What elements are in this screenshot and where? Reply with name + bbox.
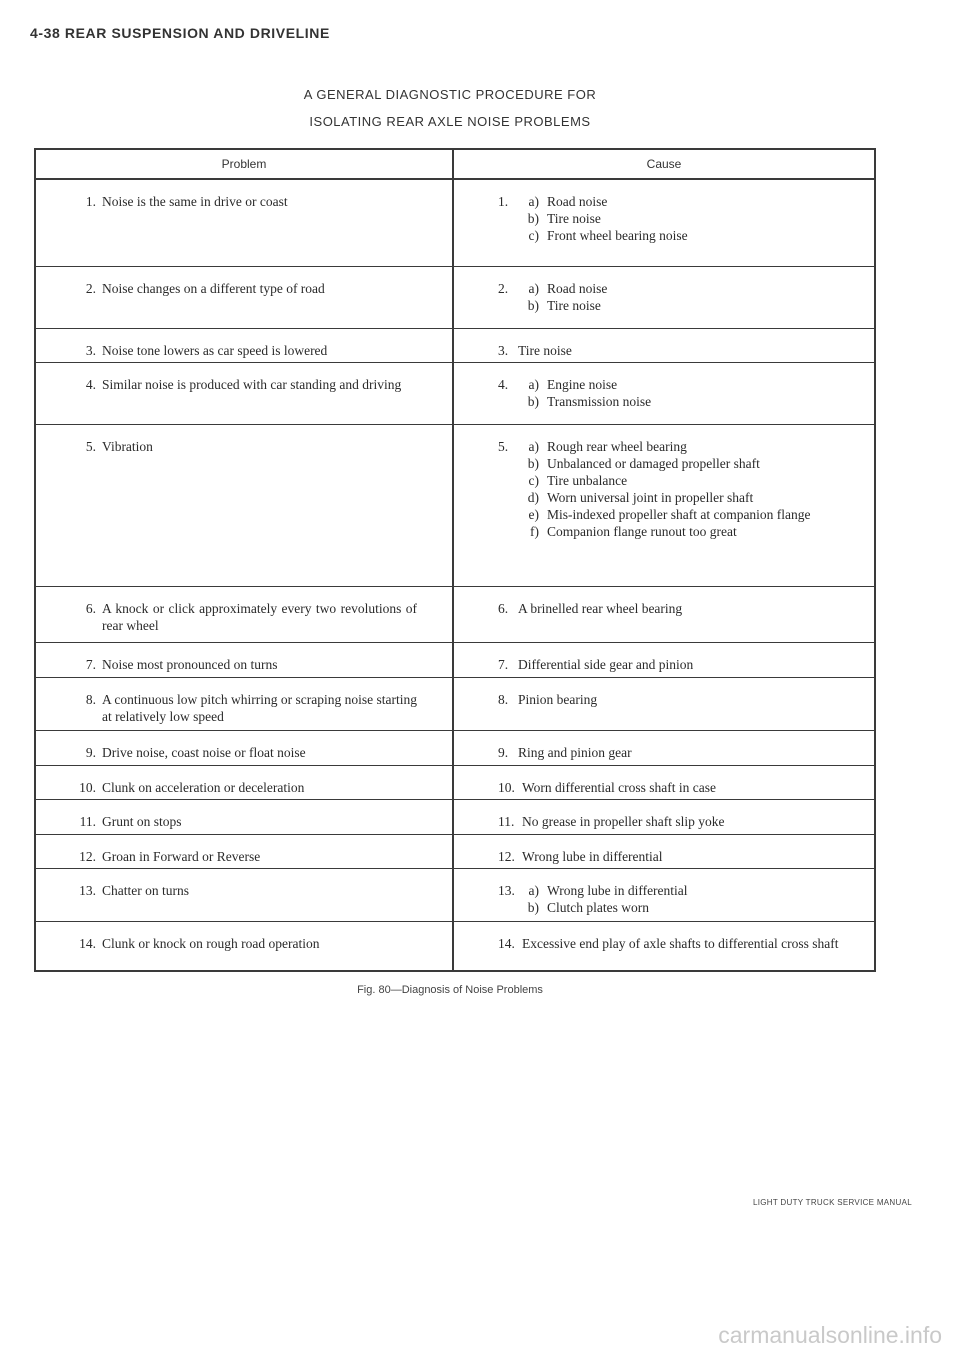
cause-line	[498, 813, 874, 830]
problem-text: Noise most pronounced on turns	[102, 657, 278, 672]
cause-cell	[454, 766, 874, 799]
cause-letter: a)	[528, 377, 539, 392]
cause-column-header: Cause	[646, 157, 682, 171]
cause-letter: a)	[528, 883, 539, 898]
cause-number: 4.	[498, 377, 509, 392]
cause-cell	[454, 425, 874, 586]
cause-text: Road noise	[547, 194, 608, 209]
cause-cell	[454, 678, 874, 730]
cause-text: Tire noise	[547, 298, 601, 313]
problem-number: 3.	[85, 343, 96, 358]
cause-number: 11.	[498, 814, 515, 829]
cause-number: 7.	[498, 657, 509, 672]
cause-line	[498, 210, 874, 227]
cause-letter: a)	[528, 281, 539, 296]
problem-number: 9.	[85, 745, 96, 760]
problem-number: 8.	[85, 692, 96, 707]
problem-cell	[36, 267, 454, 328]
cause-text: No grease in propeller shaft slip yoke	[522, 814, 725, 829]
cause-line	[498, 744, 874, 761]
cause-line	[498, 489, 874, 506]
problem-text: Groan in Forward or Reverse	[102, 849, 261, 864]
cause-line	[498, 297, 874, 314]
cause-text: Wrong lube in differential	[522, 849, 663, 864]
problem-cell	[36, 587, 454, 642]
cause-number: 6.	[498, 601, 509, 616]
cause-letter: a)	[528, 439, 539, 454]
cause-number: 2.	[498, 281, 509, 296]
cause-cell	[454, 363, 874, 424]
table-row	[36, 800, 874, 835]
problem-cell	[36, 329, 454, 362]
cause-cell	[454, 800, 874, 834]
table-row	[36, 425, 874, 587]
table-row	[36, 329, 874, 363]
cause-text: Clutch plates worn	[547, 900, 649, 915]
cause-text: Tire noise	[547, 211, 601, 226]
problem-number: 7.	[85, 657, 96, 672]
cause-number: 13.	[498, 883, 515, 898]
problem-text: Noise tone lowers as car speed is lowered	[102, 343, 328, 358]
problem-column-header: Problem	[36, 150, 454, 178]
cause-line	[498, 656, 874, 673]
cause-line	[498, 393, 874, 410]
cause-number	[498, 523, 518, 540]
problem-number: 6.	[85, 601, 96, 616]
cause-number	[498, 899, 518, 916]
cause-line	[498, 935, 874, 952]
problem-text: A knock or click approximately every two revolutions of rear wheel	[102, 601, 417, 633]
problem-number: 13.	[79, 883, 96, 898]
cause-number: 14.	[498, 936, 515, 951]
cause-number	[498, 506, 518, 523]
table-row	[36, 587, 874, 643]
table-row	[36, 835, 874, 869]
cause-letter: b)	[527, 456, 539, 471]
cause-text: Transmission noise	[547, 394, 652, 409]
cause-cell	[454, 180, 874, 266]
cause-line	[498, 280, 874, 297]
cause-letter: f)	[530, 524, 539, 539]
cause-cell	[454, 835, 874, 868]
cause-number	[498, 297, 518, 314]
cause-letter: c)	[528, 473, 539, 488]
problem-text: Noise is the same in drive or coast	[102, 194, 288, 209]
table-title-line-1: A GENERAL DIAGNOSTIC PROCEDURE FOR	[303, 87, 597, 102]
problem-number: 10.	[79, 780, 96, 795]
problem-number: 4.	[85, 377, 96, 392]
cause-line	[498, 523, 874, 540]
cause-cell	[454, 922, 874, 970]
cause-number: 3.	[498, 343, 509, 358]
cause-text: Ring and pinion gear	[518, 745, 632, 760]
table-header-row	[36, 150, 874, 180]
problem-cell	[36, 180, 454, 266]
problem-cell	[36, 363, 454, 424]
cause-text: Rough rear wheel bearing	[547, 439, 687, 454]
figure-caption: Fig. 80—Diagnosis of Noise Problems	[357, 984, 543, 996]
problem-cell	[36, 643, 454, 677]
cause-text: Worn universal joint in propeller shaft	[547, 490, 754, 505]
cause-line	[498, 848, 874, 865]
table-row	[36, 180, 874, 267]
diagnosis-table	[34, 148, 876, 972]
cause-line	[498, 193, 874, 210]
cause-letter: b)	[527, 211, 539, 226]
table-row	[36, 922, 874, 970]
problem-cell	[36, 922, 454, 970]
problem-cell	[36, 678, 454, 730]
problem-text: Noise changes on a different type of road	[102, 281, 325, 296]
problem-cell	[36, 425, 454, 586]
table-row	[36, 678, 874, 731]
cause-text: Unbalanced or damaged propeller shaft	[547, 456, 760, 471]
cause-cell	[454, 731, 874, 765]
table-row	[36, 643, 874, 678]
problem-text: Vibration	[102, 439, 153, 454]
cause-number: 1.	[498, 194, 509, 209]
cause-line	[498, 779, 874, 796]
cause-text: Companion flange runout too great	[547, 524, 737, 539]
cause-text: A brinelled rear wheel bearing	[518, 601, 683, 616]
cause-text: Road noise	[547, 281, 608, 296]
problem-number: 12.	[79, 849, 96, 864]
cause-number	[498, 472, 518, 489]
problem-cell	[36, 800, 454, 834]
problem-text: Clunk on acceleration or deceleration	[102, 780, 305, 795]
cause-number	[498, 227, 518, 244]
table-row	[36, 731, 874, 766]
cause-cell	[454, 643, 874, 677]
problem-cell	[36, 869, 454, 921]
cause-cell	[454, 267, 874, 328]
cause-line	[498, 899, 874, 916]
cause-text: Excessive end play of axle shafts to differential cross shaft	[522, 936, 839, 951]
problem-text: Grunt on stops	[102, 814, 182, 829]
cause-line	[498, 342, 874, 359]
cause-letter: b)	[527, 394, 539, 409]
cause-letter: c)	[528, 228, 539, 243]
cause-line	[498, 600, 874, 617]
cause-number	[498, 489, 518, 506]
problem-number: 14.	[79, 936, 96, 951]
cause-line	[498, 227, 874, 244]
table-row	[36, 869, 874, 922]
cause-number: 5.	[498, 439, 509, 454]
cause-text: Tire unbalance	[547, 473, 628, 488]
cause-line	[498, 438, 874, 455]
cause-text: Mis-indexed propeller shaft at companion flange	[547, 507, 811, 522]
problem-number: 1.	[85, 194, 96, 209]
cause-text: Engine noise	[547, 377, 618, 392]
cause-cell	[454, 587, 874, 642]
problem-cell	[36, 835, 454, 868]
cause-cell	[454, 329, 874, 362]
cause-text: Tire noise	[518, 343, 572, 358]
problem-text: A continuous low pitch whirring or scraping noise starting at relatively low speed	[102, 692, 417, 724]
cause-number	[498, 455, 518, 472]
problem-text: Chatter on turns	[102, 883, 189, 898]
problem-text: Drive noise, coast noise or float noise	[102, 745, 306, 760]
cause-number	[498, 393, 518, 410]
watermark: carmanualsonline.info	[718, 1322, 942, 1348]
cause-number	[498, 210, 518, 227]
problem-cell	[36, 766, 454, 799]
cause-text: Wrong lube in differential	[547, 883, 688, 898]
table-row	[36, 267, 874, 329]
cause-number: 10.	[498, 780, 515, 795]
table-row	[36, 766, 874, 800]
cause-text: Front wheel bearing noise	[547, 228, 688, 243]
cause-number: 8.	[498, 692, 509, 707]
cause-text: Differential side gear and pinion	[518, 657, 694, 672]
problem-text: Similar noise is produced with car standing and driving	[102, 377, 402, 392]
footer-text: LIGHT DUTY TRUCK SERVICE MANUAL	[753, 1198, 912, 1207]
cause-line	[498, 376, 874, 393]
table-title-line-2: ISOLATING REAR AXLE NOISE PROBLEMS	[309, 114, 591, 129]
cause-cell	[454, 869, 874, 921]
problem-number: 11.	[79, 814, 96, 829]
cause-line	[498, 472, 874, 489]
cause-line	[498, 691, 874, 708]
cause-text: Pinion bearing	[518, 692, 598, 707]
cause-letter: b)	[527, 298, 539, 313]
page-header: 4-38 REAR SUSPENSION AND DRIVELINE	[30, 25, 330, 41]
table-row	[36, 363, 874, 425]
cause-number: 9.	[498, 745, 509, 760]
problem-number: 2.	[85, 281, 96, 296]
problem-cell	[36, 731, 454, 765]
table-body	[36, 180, 874, 970]
cause-number: 12.	[498, 849, 515, 864]
cause-letter: a)	[528, 194, 539, 209]
cause-letter: e)	[528, 507, 539, 522]
problem-text: Clunk or knock on rough road operation	[102, 936, 320, 951]
cause-letter: d)	[527, 490, 539, 505]
cause-line	[498, 506, 874, 523]
problem-number: 5.	[85, 439, 96, 454]
cause-text: Worn differential cross shaft in case	[522, 780, 716, 795]
cause-letter: b)	[527, 900, 539, 915]
cause-line	[498, 455, 874, 472]
cause-line	[498, 882, 874, 899]
